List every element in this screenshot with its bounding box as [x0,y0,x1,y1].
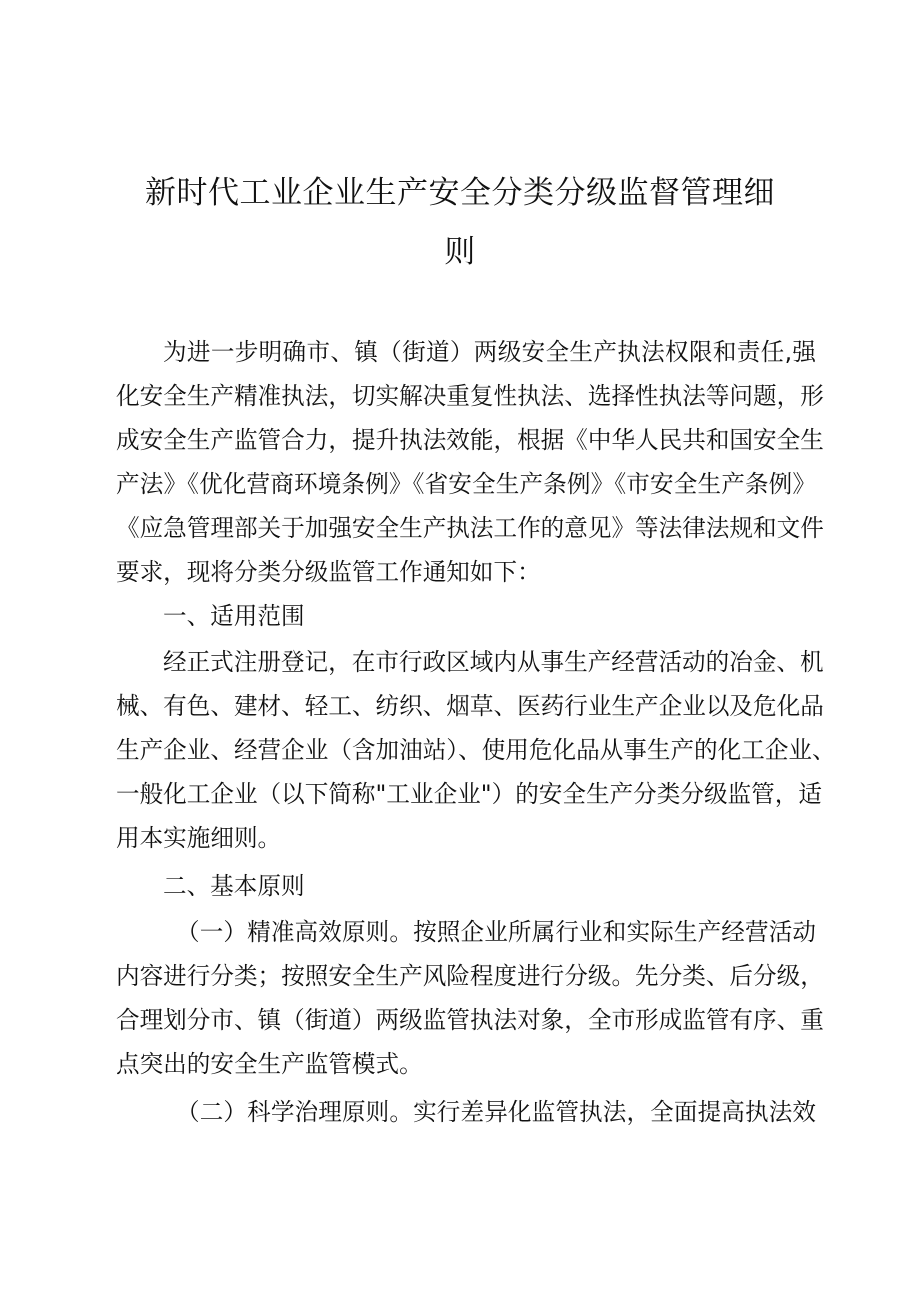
section-heading: 一、适用范围 [163,602,305,630]
paragraph-line: 生产企业、经营企业（含加油站）、使用危化品从事生产的化工企业、 [116,736,836,764]
paragraph-line: 成安全生产监管合力，提升执法效能，根据《中华人民共和国安全生 [116,426,824,454]
paragraph-line: 化安全生产精准执法，切实解决重复性执法、选择性执法等问题，形 [116,382,824,410]
paragraph-line: （二）科学治理原则。实行差异化监管执法，全面提高执法效 [176,1098,816,1126]
paragraph-line: （一）精准高效原则。按照企业所属行业和实际生产经营活动 [176,918,816,946]
document-title-line-2: 则 [444,234,476,270]
paragraph-line: 为进一步明确市、镇（街道）两级安全生产执法权限和责任,强 [163,338,816,366]
paragraph-line: 产法》《优化营商环境条例》《省安全生产条例》《市安全生产条例》 [116,470,816,498]
document-title-line-1: 新时代工业企业生产安全分类分级监督管理细 [145,175,775,211]
paragraph-line: 一般化工企业（以下简称"工业企业"）的安全生产分类分级监管，适 [116,780,822,808]
paragraph-line: 合理划分市、镇（街道）两级监管执法对象，全市形成监管有序、重 [116,1006,824,1034]
paragraph-line: 要求，现将分类分级监管工作通知如下： [116,558,541,586]
section-heading: 二、基本原则 [163,872,305,900]
paragraph-line: 用本实施细则。 [116,824,282,852]
paragraph-line: 《应急管理部关于加强安全生产执法工作的意见》等法律法规和文件 [116,514,824,542]
paragraph-line: 点突出的安全生产监管模式。 [116,1050,423,1078]
paragraph-line: 内容进行分类；按照安全生产风险程度进行分级。先分类、后分级， [116,962,824,990]
paragraph-line: 经正式注册登记，在市行政区域内从事生产经营活动的冶金、机 [163,648,824,676]
paragraph-line: 械、有色、建材、轻工、纺织、烟草、医药行业生产企业以及危化品 [116,692,824,720]
